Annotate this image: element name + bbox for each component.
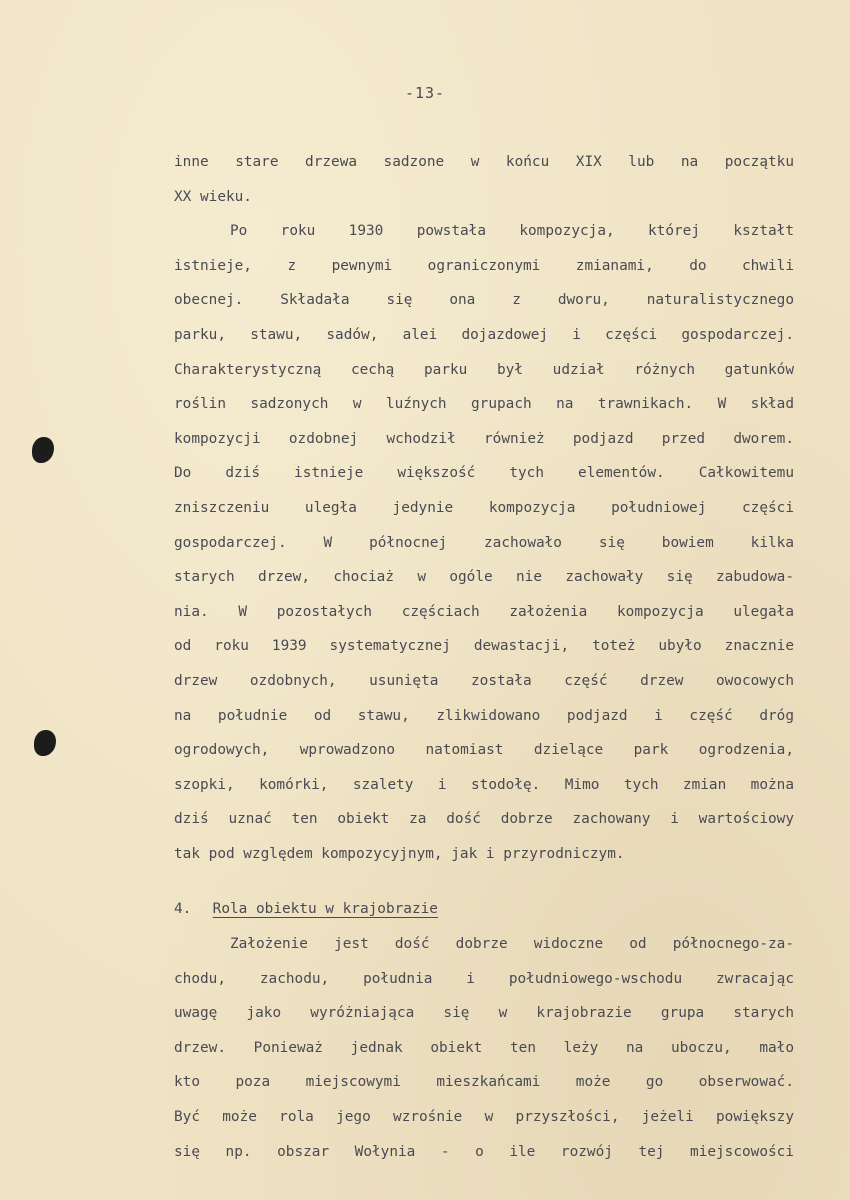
text-line: kompozycji ozdobnej wchodził również podjazd przed dworem. — [174, 430, 794, 447]
paragraph-composition-history — [174, 219, 794, 876]
section-title: Rola obiektu w krajobrazie — [212, 901, 438, 917]
page-number: -13- — [404, 84, 446, 102]
section-heading — [174, 897, 438, 921]
text-line: uwagę jako wyróżniająca się w krajobrazie grupa starych — [174, 1005, 794, 1022]
paragraph-continued — [174, 150, 794, 219]
text-line: Charakterystyczną cechą parku był udział różnych gatunków — [174, 361, 794, 378]
text-line: Być może rola jego wzrośnie w przyszłości, jeżeli powiększy — [174, 1108, 794, 1125]
body-text — [174, 150, 794, 876]
punch-hole-top — [32, 437, 54, 463]
text-line: chodu, zachodu, południa i południowego-wschodu zwracając — [174, 970, 794, 987]
text-line: na południe od stawu, zlikwidowano podjazd i część dróg — [174, 707, 794, 724]
text-line: Do dziś istnieje większość tych elementów. Całkowitemu — [174, 465, 794, 482]
text-line: Założenie jest dość dobrze widoczne od północnego-za- — [230, 936, 794, 952]
text-line: starych drzew, chociaż w ogóle nie zachowały się zabudowa- — [174, 569, 794, 586]
text-line: Po roku 1930 powstała kompozycja, której kształt — [230, 223, 794, 240]
text-line: drzew. Ponieważ jednak obiekt ten leży na uboczu, mało — [174, 1039, 794, 1056]
punch-hole-bottom — [34, 730, 56, 756]
text-line: zniszczeniu uległa jedynie kompozycja południowej części — [174, 499, 794, 516]
text-line: inne stare drzewa sadzone w końcu XIX lub na początku — [174, 154, 794, 170]
section-body-text — [174, 932, 794, 1174]
text-line: XX wieku. — [174, 188, 252, 205]
text-line: parku, stawu, sadów, alei dojazdowej i części gospodarczej. — [174, 326, 794, 343]
text-line: od roku 1939 systematycznej dewastacji, toteż ubyło znacznie — [174, 638, 794, 655]
text-line: szopki, komórki, szalety i stodołę. Mimo tych zmian można — [174, 776, 794, 793]
text-line: dziś uznać ten obiekt za dość dobrze zachowany i wartościowy — [174, 811, 794, 828]
text-line: istnieje, z pewnymi ograniczonymi zmianami, do chwili — [174, 257, 794, 274]
text-line: nia. W pozostałych częściach założenia kompozycja ulegała — [174, 603, 794, 620]
text-line: kto poza miejscowymi mieszkańcami może go obserwować. — [174, 1074, 794, 1091]
text-line: drzew ozdobnych, usunięta została część drzew owocowych — [174, 672, 794, 689]
text-line: się np. obszar Wołynia - o ile rozwój tej miejscowości — [174, 1143, 794, 1160]
section-number: 4. — [174, 901, 192, 917]
text-line: ogrodowych, wprowadzono natomiast dzielące park ogrodzenia, — [174, 742, 794, 759]
text-line: obecnej. Składała się ona z dworu, naturalistycznego — [174, 292, 794, 309]
text-line: roślin sadzonych w luźnych grupach na trawnikach. W skład — [174, 396, 794, 413]
text-line: gospodarczej. W północnej zachowało się bowiem kilka — [174, 534, 794, 551]
text-line: tak pod względem kompozycyjnym, jak i przyrodniczym. — [174, 845, 625, 862]
